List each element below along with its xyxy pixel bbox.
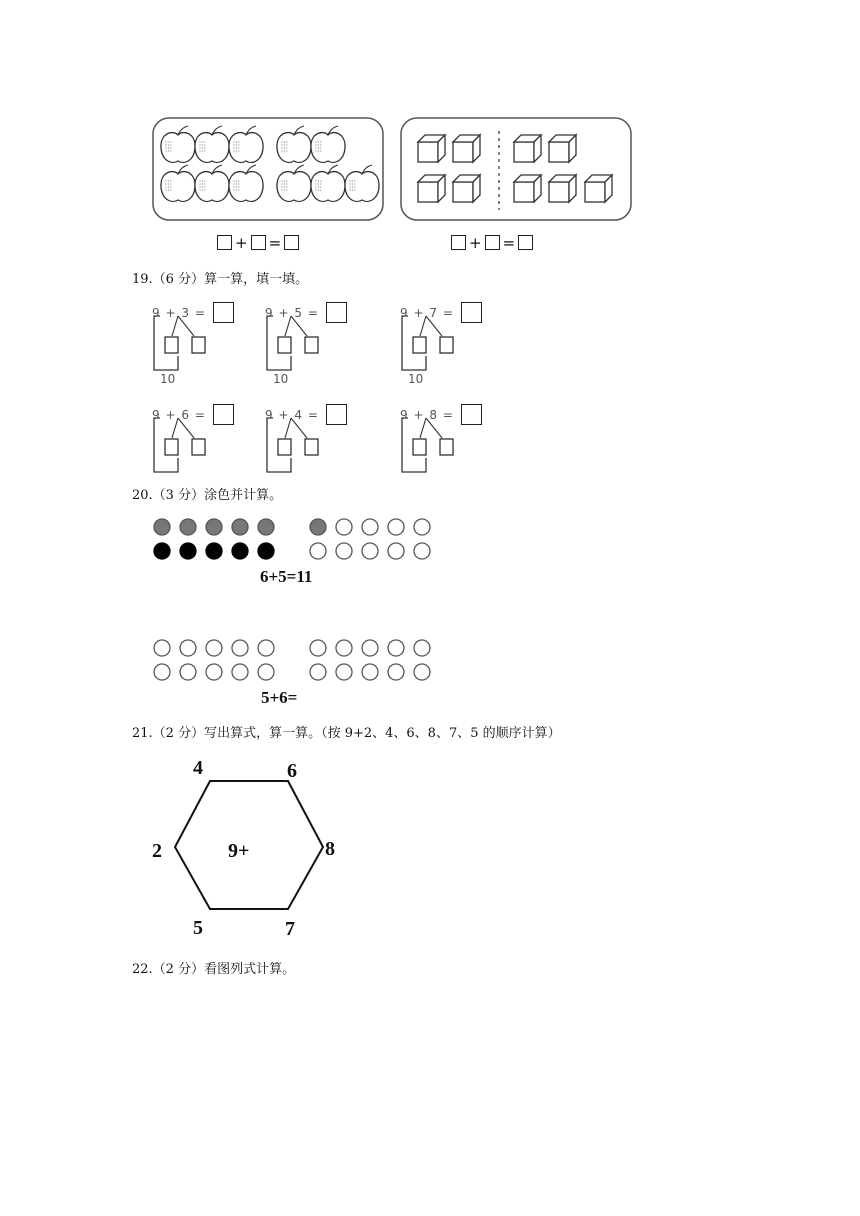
q22-title: 22.（2 分）看图列式计算。 [132,962,296,977]
counter-circle[interactable] [206,640,222,656]
split-box [413,439,426,455]
apple-icon [311,165,345,201]
apple-icon [195,126,229,162]
addend-a: 9 [400,408,409,422]
addend-b: 8 [429,408,438,422]
counter-circle[interactable] [206,519,222,535]
counter-circle[interactable] [414,664,430,680]
answer-box[interactable] [461,404,482,425]
counter-circle[interactable] [258,519,274,535]
counter-circle[interactable] [310,640,326,656]
hexagon [170,776,330,914]
answer-box[interactable] [251,235,266,250]
equals-sign: = [307,306,319,320]
counter-circle[interactable] [180,519,196,535]
cube-icon [585,175,612,202]
counter-circle[interactable] [258,664,274,680]
hex-number-left: 2 [152,840,162,862]
hexagon-center-text: 9+ [228,840,250,862]
apple-icon [311,126,345,162]
counter-circle[interactable] [336,640,352,656]
hex-number-right: 8 [325,838,335,860]
equals-sign: = [442,306,454,320]
q19-title: 19.（6 分）算一算，填一填。 [132,272,309,287]
task-equation: 5+6= [261,688,298,707]
counter-circle[interactable] [388,543,404,559]
q20-title: 20.（3 分）涂色并计算。 [132,488,283,503]
cube-icon [549,135,576,162]
counter-circle[interactable] [388,664,404,680]
counter-circle[interactable] [258,543,274,559]
hex-number-top-right: 6 [287,760,297,782]
apple-icon [277,126,311,162]
counter-circle[interactable] [206,543,222,559]
counter-circle[interactable] [154,664,170,680]
counter-circle[interactable] [180,543,196,559]
split-box [305,337,318,353]
counter-circle[interactable] [310,664,326,680]
ten-label: 10 [408,372,424,386]
answer-box[interactable] [213,404,234,425]
counter-circle[interactable] [362,664,378,680]
split-box [278,439,291,455]
counter-circle[interactable] [232,543,248,559]
answer-box[interactable] [284,235,299,250]
answer-box[interactable] [451,235,466,250]
hex-number-top-left: 4 [193,757,203,779]
split-box [440,439,453,455]
counter-circle[interactable] [414,543,430,559]
answer-box[interactable] [461,302,482,323]
counter-circle[interactable] [154,519,170,535]
answer-box[interactable] [518,235,533,250]
counter-circle[interactable] [154,543,170,559]
make-ten-item [150,300,240,390]
answer-box[interactable] [485,235,500,250]
plus-sign: + [165,306,177,320]
counter-circle[interactable] [180,664,196,680]
counter-circle[interactable] [310,519,326,535]
equals-sign: = [442,408,454,422]
cube-icon [453,135,480,162]
make-ten-item [398,300,488,390]
addend-b: 7 [429,306,438,320]
left-equation: + = [214,234,302,252]
ten-label: 10 [160,372,176,386]
make-ten-item [263,300,353,390]
addend-b: 4 [294,408,303,422]
apple-icon [229,126,263,162]
split-box [192,439,205,455]
counter-circle[interactable] [258,640,274,656]
addend-a: 9 [265,306,274,320]
cube-icon [453,175,480,202]
addend-a: 9 [265,408,274,422]
split-box [440,337,453,353]
addend-b: 5 [294,306,303,320]
q21-title: 21.（2 分）写出算式，算一算。（按 9+2、4、6、8、7、5 的顺序计算） [132,726,561,741]
counter-circle[interactable] [362,640,378,656]
split-box [278,337,291,353]
cube-icon [549,175,576,202]
counter-circle[interactable] [154,640,170,656]
cube-icon [418,135,445,162]
addend-b: 6 [181,408,190,422]
hex-number-bottom-left: 5 [193,917,203,939]
counter-circle[interactable] [362,519,378,535]
example-equation: 6+5=11 [260,567,313,586]
plus-sign: + [278,408,290,422]
split-box [165,439,178,455]
split-box [165,337,178,353]
counter-circle[interactable] [336,519,352,535]
apple-icon [229,165,263,201]
cube-icon [514,175,541,202]
apple-icon [345,165,379,201]
counter-circle[interactable] [388,640,404,656]
answer-box[interactable] [213,302,234,323]
addend-a: 9 [152,408,161,422]
plus-sign: + [413,408,425,422]
counter-circle[interactable] [336,543,352,559]
split-box [305,439,318,455]
apple-icon [161,126,195,162]
make-ten-item [398,402,488,492]
hex-number-bottom-right: 7 [285,918,295,940]
cube-frame [401,118,631,220]
equals-sign: = [194,408,206,422]
counter-circle[interactable] [232,640,248,656]
answer-box[interactable] [217,235,232,250]
answer-box[interactable] [326,404,347,425]
split-box [413,337,426,353]
make-ten-item [263,402,353,492]
addend-a: 9 [152,306,161,320]
answer-box[interactable] [326,302,347,323]
counter-circle[interactable] [232,519,248,535]
ten-label: 10 [273,372,289,386]
apple-icon [161,165,195,201]
make-ten-item [150,402,240,492]
example-circles [150,515,440,565]
counting-pictures [150,115,640,227]
plus-sign: + [278,306,290,320]
cube-icon [418,175,445,202]
task-circles [150,636,440,686]
addend-b: 3 [181,306,190,320]
addend-a: 9 [400,306,409,320]
equals-sign: = [194,306,206,320]
counter-circle[interactable] [310,543,326,559]
apple-icon [277,165,311,201]
plus-sign: + [165,408,177,422]
equals-sign: = [307,408,319,422]
counter-circle[interactable] [414,640,430,656]
counter-circle[interactable] [336,664,352,680]
right-equation: + = [448,234,536,252]
counter-circle[interactable] [388,519,404,535]
cube-icon [514,135,541,162]
split-box [192,337,205,353]
plus-sign: + [413,306,425,320]
counter-circle[interactable] [206,664,222,680]
counter-circle[interactable] [180,640,196,656]
counter-circle[interactable] [362,543,378,559]
counter-circle[interactable] [232,664,248,680]
counter-circle[interactable] [414,519,430,535]
apple-icon [195,165,229,201]
